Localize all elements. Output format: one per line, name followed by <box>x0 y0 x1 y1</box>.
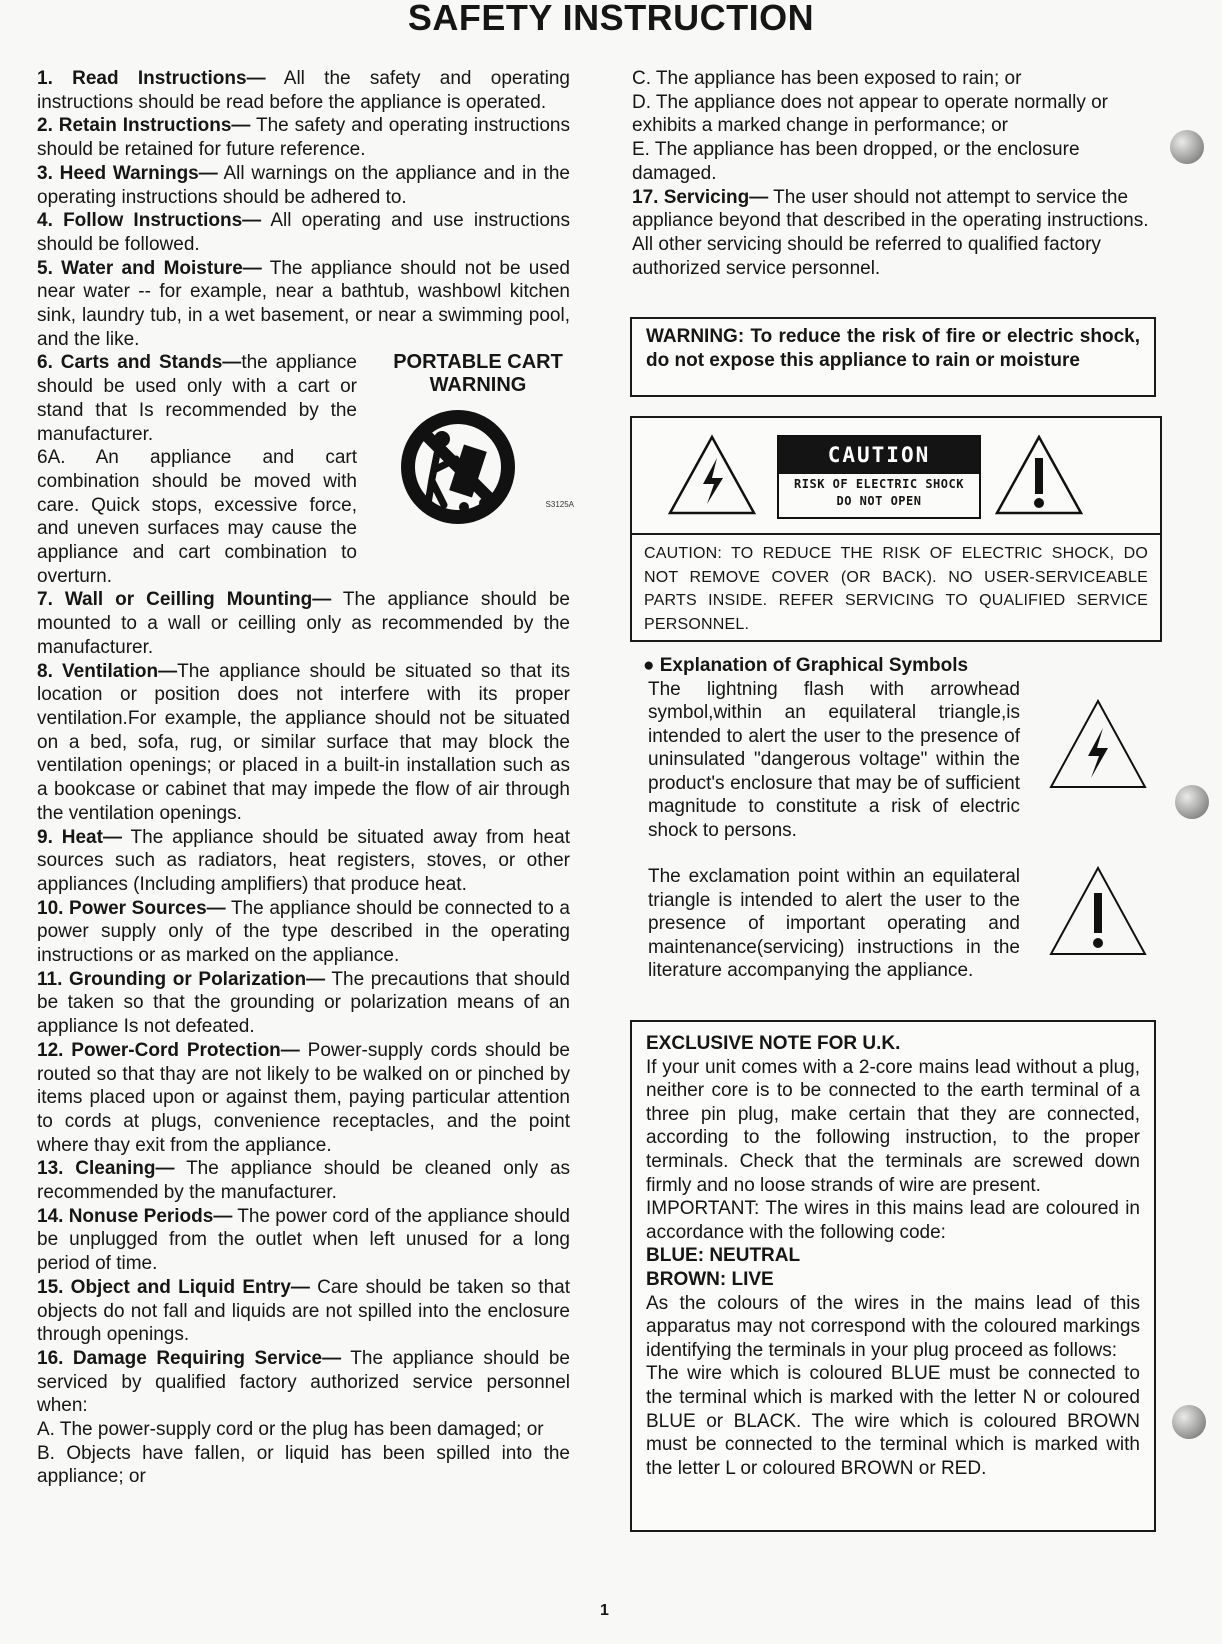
instruction-text: The appliance should not be used near water -- for example, near a bathtub, washbowl kitchen sink, laundry tub, in a wet basement, or near a swimming pool, and the like. <box>37 257 570 350</box>
cart-warning-figure <box>378 351 578 524</box>
binder-hole <box>1170 130 1204 164</box>
instruction-text: The precautions that should be taken so that the grounding or polarization means of an appliance Is not defeated. <box>37 968 570 1038</box>
instruction-item <box>37 1205 570 1276</box>
instruction-text: The power cord of the appliance should be unplugged from the outlet when left unused for a long period of time. <box>37 1205 570 1275</box>
instruction-text: The appliance should be cleaned only as recommended by the manufacturer. <box>37 1158 571 1204</box>
condition-line: E. The appliance has been dropped, or the enclosure damaged. <box>632 139 1080 184</box>
lightning-triangle-icon <box>667 434 757 516</box>
instruction-lead: 14. Nonuse Periods— <box>37 1205 233 1227</box>
right-column <box>632 67 1164 280</box>
instruction-item <box>37 826 570 897</box>
cart-text <box>37 351 357 588</box>
instruction-item <box>37 588 570 659</box>
lightning-explanation-text: The lightning flash with arrowhead symbol,within an equilateral triangle,is intended to alert the user to the presence of uninsulated "dangerous voltage" within the product's enclosure that may be of sufficient magnitude to constitute a risk of electric shock to persons. <box>648 678 1020 841</box>
caution-label <box>777 435 981 519</box>
caution-label-head: CAUTION <box>779 437 979 474</box>
condition-line: C. The appliance has been exposed to rain; or <box>632 68 1022 89</box>
item-17-text: The user should not attempt to service the appliance beyond that described in the operating instructions. All other servicing should be referred to qualified factory authorized service personnel. <box>632 186 1149 279</box>
condition-line: B. Objects have fallen, or liquid has been spilled into the appliance; or <box>37 1442 570 1488</box>
instruction-lead: 16. Damage Requiring Service— <box>37 1347 342 1369</box>
item-6-lead: 6. Carts and Stands— <box>37 352 242 374</box>
instruction-item <box>37 67 570 114</box>
instruction-lead: 5. Water and Moisture— <box>37 257 262 279</box>
instruction-text: All operating and use instructions should be followed. <box>37 210 570 255</box>
cart-section <box>37 351 574 588</box>
uk-note-brown: BROWN: LIVE <box>646 1268 774 1290</box>
instruction-text: The appliance should be situated so that its location or position does not interfere with its proper ventilation.For example, the appliance should not be situated on a bed, sofa, rug, or similar surface that may block the ventilation openings; or placed in a built-in installation such as a bookcase or cabinet that may impede the flow of air through the ventilation openings. <box>37 660 570 824</box>
instruction-item <box>37 1039 570 1158</box>
instruction-lead: 9. Heat— <box>37 826 122 848</box>
instruction-item <box>37 660 570 826</box>
cart-figure-title-1: PORTABLE CART <box>393 351 563 374</box>
caution-label-sub-2: DO NOT OPEN <box>836 494 922 508</box>
warning-box: WARNING: To reduce the risk of fire or electric shock, do not expose this appliance to rain or moisture <box>630 317 1156 397</box>
symbols-title: ● Explanation of Graphical Symbols <box>643 655 969 676</box>
lightning-explanation <box>648 678 1208 843</box>
uk-note-p4: The wire which is coloured BLUE must be connected to the terminal which is marked with the letter N or coloured BLUE or BLACK. The wire which is coloured BROWN must be connected to the terminal which is marked with the letter L or coloured BROWN or RED. <box>646 1363 1140 1479</box>
caution-graphic-row <box>632 418 1160 535</box>
caution-text: CAUTION: TO REDUCE THE RISK OF ELECTRIC SHOCK, DO NOT REMOVE COVER (OR BACK). NO USER-SERVICEABLE PARTS INSIDE. REFER SERVICING TO QUALIFIED SERVICE PERSONNEL. <box>644 545 1148 633</box>
instruction-text: All warnings on the appliance and in the operating instructions should be adhered to. <box>37 162 570 208</box>
service-conditions-a-b <box>37 1418 570 1489</box>
instruction-text: Care should be taken so that objects do not fall and liquids are not spilled into the enclosure through openings. <box>37 1276 570 1346</box>
instruction-lead: 7. Wall or Ceilling Mounting— <box>37 589 332 611</box>
instruction-lead: 10. Power Sources— <box>37 897 226 919</box>
exclamation-triangle-icon <box>1048 865 1148 957</box>
item-6-text: the appliance should be used only with a cart or stand that Is recommended by the manufacturer. <box>37 352 357 445</box>
lightning-triangle-icon <box>1048 698 1148 790</box>
instruction-lead: 2. Retain Instructions— <box>37 115 251 137</box>
instruction-item <box>37 1157 570 1204</box>
instruction-item <box>37 114 570 161</box>
page-title: SAFETY INSTRUCTION <box>407 0 815 38</box>
instruction-item <box>37 209 570 256</box>
item-17-lead: 17. Servicing— <box>632 186 769 208</box>
instruction-text: Power-supply cords should be routed so that thay are not likely to be walked on or pinched by items placed upon or against them, paying particular attention to cords at plugs, convenience receptacles, and the point where thay exit from the appliance. <box>37 1039 570 1156</box>
instruction-item <box>37 257 570 352</box>
exclamation-explanation-text: The exclamation point within an equilateral triangle is intended to alert the user to the presence of important operating and maintenance(servicing) instructions in the literature accompanying the appliance. <box>648 866 1020 981</box>
uk-note-blue: BLUE: NEUTRAL <box>646 1245 801 1267</box>
binder-hole <box>1175 785 1209 819</box>
no-tipping-cart-icon <box>398 409 518 524</box>
instruction-item <box>37 162 570 209</box>
caution-label-sub-1: RISK OF ELECTRIC SHOCK <box>794 477 964 491</box>
instruction-lead: 1. Read Instructions— <box>37 68 266 89</box>
instruction-item <box>37 968 570 1039</box>
left-column <box>37 67 574 1489</box>
instruction-text: The appliance should be serviced by qualified factory authorized service personnel when: <box>37 1347 570 1417</box>
exclamation-triangle-icon <box>994 434 1084 516</box>
instruction-lead: 15. Object and Liquid Entry— <box>37 1276 310 1298</box>
instruction-lead: 13. Cleaning— <box>37 1158 175 1180</box>
uk-note-p3: As the colours of the wires in the mains lead of this apparatus may not correspond with the coloured markings identifying the terminals in your plug proceed as follows: <box>646 1292 1140 1361</box>
binder-hole <box>1172 1405 1206 1439</box>
instruction-lead: 8. Ventilation— <box>37 660 178 682</box>
instruction-list-2 <box>37 588 570 1418</box>
service-conditions-c-e <box>632 67 1164 186</box>
instruction-item <box>37 897 570 968</box>
uk-note-p2: IMPORTANT: The wires in this mains lead are coloured in accordance with the following code: <box>646 1198 1140 1243</box>
instruction-lead: 12. Power-Cord Protection— <box>37 1039 300 1061</box>
uk-note-p1: If your unit comes with a 2-core mains lead without a plug, neither core is to be connected to the earth terminal of a three pin plug, make certain that they are connected, according to the following instruction, to the proper terminals. Check that the terminals are screwed down firmly and no loose strands of wire are present. <box>646 1056 1140 1196</box>
exclamation-explanation <box>648 865 1208 983</box>
instruction-text: All the safety and operating instructions should be read before the appliance is operated. <box>37 68 570 113</box>
page-number: 1 <box>600 1602 609 1619</box>
instruction-lead: 11. Grounding or Polarization— <box>37 968 326 990</box>
instruction-text: The appliance should be mounted to a wall or ceilling only as recommended by the manufacturer. <box>37 589 570 658</box>
instruction-text: The safety and operating instructions should be retained for future reference. <box>37 115 571 161</box>
condition-line: A. The power-supply cord or the plug has been damaged; or <box>37 1419 544 1441</box>
caution-box <box>630 416 1162 642</box>
condition-line: D. The appliance does not appear to operate normally or exhibits a marked change in performance; or <box>632 91 1109 137</box>
graphical-symbols-section <box>643 654 1208 983</box>
uk-note-box <box>630 1020 1156 1532</box>
item-6a-text: 6A. An appliance and cart combination should be moved with care. Quick stops, excessive force, and uneven surfaces may cause the appliance and cart combination to overturn. <box>37 447 357 587</box>
instruction-text: The appliance should be situated away from heat sources such as radiators, heat registers, stoves, or other appliances (Including amplifiers) that produce heat. <box>37 826 570 895</box>
uk-note-title: EXCLUSIVE NOTE FOR U.K. <box>646 1033 901 1054</box>
instruction-text: The appliance should be connected to a power supply only of the type described in the operating instructions or as marked on the appliance. <box>37 897 570 967</box>
instruction-lead: 4. Follow Instructions— <box>37 210 262 232</box>
instruction-item <box>37 1276 570 1347</box>
instruction-list-1 <box>37 67 570 351</box>
instruction-lead: 3. Heed Warnings— <box>37 162 218 184</box>
cart-figure-title-2: WARNING <box>429 374 527 397</box>
instruction-item <box>37 1347 570 1418</box>
cart-figure-code: S3125A <box>545 499 574 509</box>
